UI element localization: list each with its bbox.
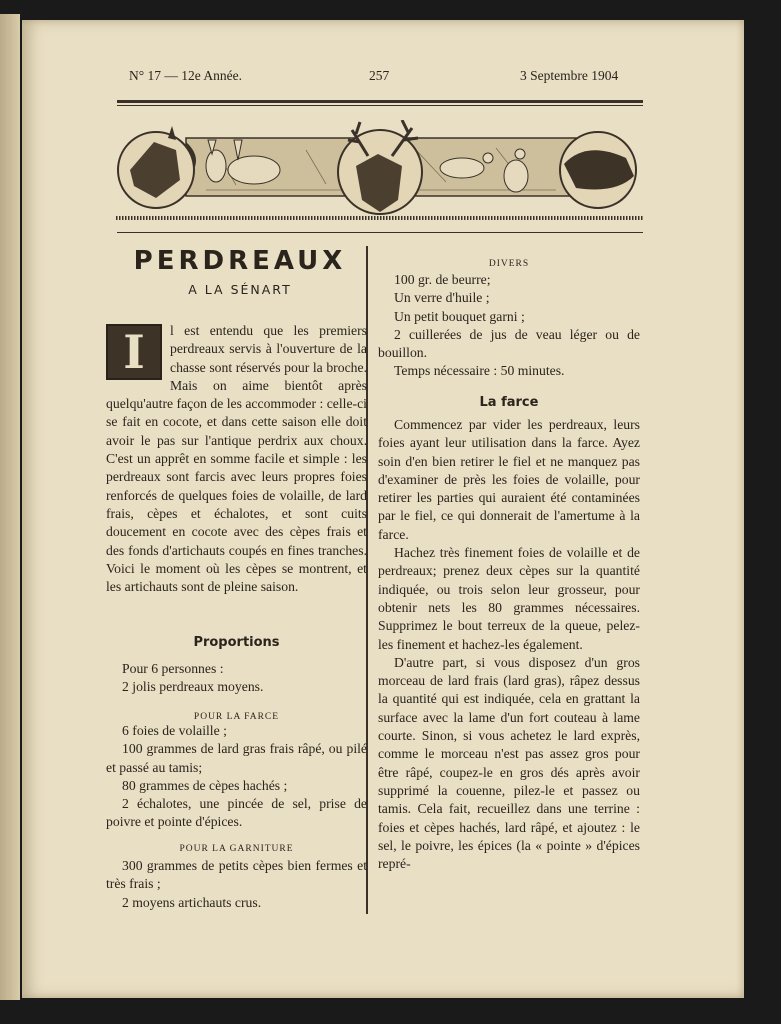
header-rule-thin [117,105,643,106]
proportions-heading: Proportions [193,635,280,650]
issue-number: N° 17 — 12e Année. [129,68,243,83]
persons-line: Pour 6 personnes : [122,661,224,676]
list-item: 300 grammes de petits cèpes bien fermes et très frais ; [106,858,367,892]
list-item: Un petit bouquet garni ; [394,308,525,324]
banner-rule [117,232,643,233]
paragraph: Hachez très finement foies de volaille et de perdreaux; prenez deux cèpes sur la quantité indiquée, ou trois selon leur grosseur, pour obtenir nets les 80 grammes nécessaires. Supprimez le bout terreux de la queue, pelez-les finement et hachez-les également. [378,545,640,652]
list-item: Temps nécessaire : 50 minutes. [394,363,565,379]
garniture-list [106,857,367,912]
proportions-block [106,660,367,697]
header-rule [117,100,643,103]
paragraph: Commencez par vider les perdreaux, leurs foies ayant leur utilisation dans la farce. Ayez soin d'en bien retirer le fiel et ne manquez pas d'examiner de près les foies de volaille, pour retirer les parties qui auraient été contaminées par le fiel, ce qui donnerait de l'amertume à la farce. [378,417,640,542]
list-item: Un verre d'huile ; [394,290,490,306]
issue-date: 3 Septembre 1904 [520,68,619,83]
game-animals-banner-illustration [116,120,644,220]
list-item: 100 gr. de beurre; [394,272,491,287]
list-item: 6 foies de volaille ; [122,723,227,738]
list-item: 2 échalotes, une pincée de sel, prise de poivre et pointe d'épices. [106,796,367,830]
list-item: 100 grammes de lard gras frais râpé, ou pilé et passé au tamis; [106,741,367,775]
la-farce-text [378,416,640,873]
divers-list [378,271,640,381]
page-number: 257 [369,68,390,83]
farce-list [106,722,367,832]
partridges-line: 2 jolis perdreaux moyens. [122,679,264,695]
divers-subheading: DIVERS [488,259,530,269]
la-farce-heading: La farce [479,395,539,410]
dropcap-initial: I [106,324,162,380]
list-item: 2 moyens artichauts crus. [122,894,262,910]
farce-subheading: POUR LA FARCE [193,712,280,722]
intro-paragraph: l est entendu que les premiers perdreaux servis à l'ouverture de la chasse sont réservés pour la broche. Mais on aime bientôt après quelqu'autre façon de les accommoder : celle-ci se fait en cocote, et dans cette saison elle doit avoir le pas sur l'antique perdrix aux choux. C'est un apprêt en somme facile et simple : les perdreaux sont farcis avec leurs propres foies renforcés de quelques foies de volaille, de lard frais, cèpes et échalotes, et sont cuits doucement en cocote avec des cèpes frais et des fonds d'artichauts coupés en fines tranches. Voici le moment où les cèpes se montrent, et les artichauts sont de pleine saison. [106,323,367,595]
article-subtitle: A LA SÉNART [188,282,292,297]
article-title: PERDREAUX [133,246,347,276]
list-item: 80 grammes de cèpes hachés ; [122,777,288,793]
garniture-subheading: POUR LA GARNITURE [179,844,294,854]
paragraph: D'autre part, si vous disposez d'un gros morceau de lard frais (lard gras), râpez dessus la quantité qui est indiquée, cela en grattant la surface avec la lame d'un fort couteau à lame courte. Sinon, si vous achetez le lard exprès, comme le morceau n'est pas assez gros pour être râpé, coupez-le en gros dés après avoir supprimé la couenne, pilez-le et passez ou tamis. Cela fait, recueillez dans une terrine : foies et cèpes hachés, lard râpé, et ajoutez : le sel, le poivre, les épices (la « pointe » d'épices repré- [378,654,640,872]
intro-paragraph-block [106,322,367,596]
list-item: 2 cuillerées de jus de veau léger ou de bouillon. [378,326,640,361]
facing-page-edge [0,14,20,1000]
